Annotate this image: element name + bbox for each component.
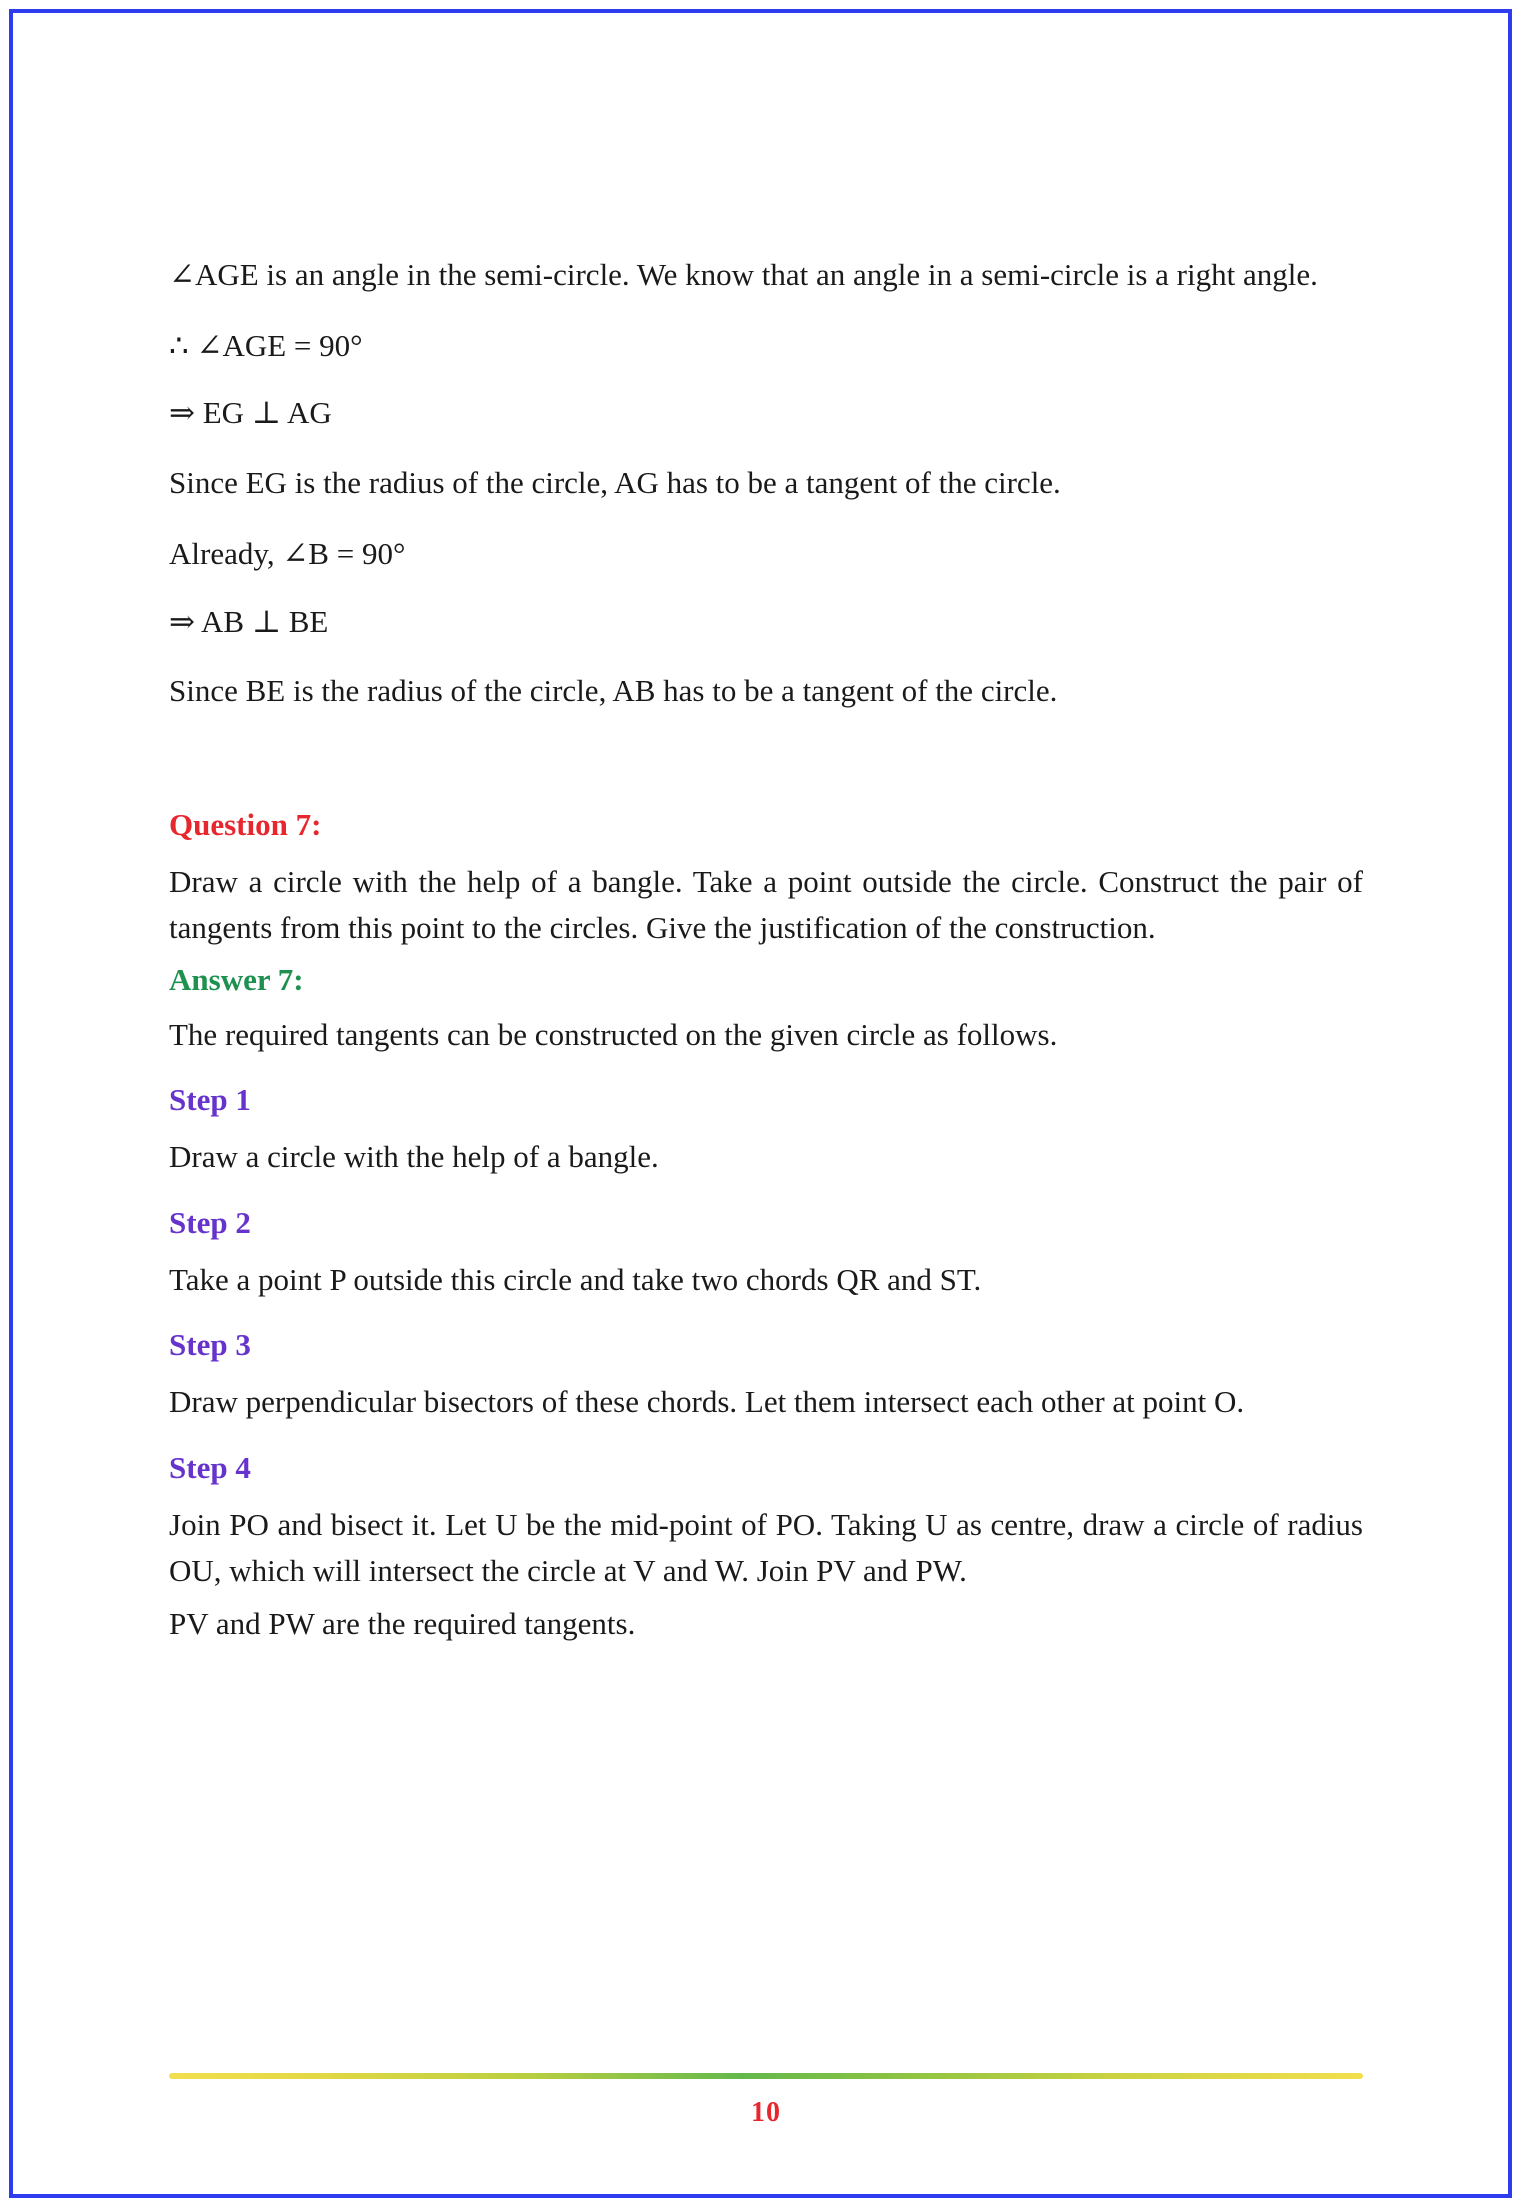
step-2-heading: Step 2	[169, 1204, 251, 1240]
line-implies-eg-perp-ag: ⇒ EG ⊥ AG	[169, 395, 332, 431]
line-implies-ab-perp-be: ⇒ AB ⊥ BE	[169, 603, 329, 639]
step-4-heading: Step 4	[169, 1449, 251, 1485]
line-already-angle-b: Already, ∠B = 90°	[169, 535, 406, 571]
step-1-heading: Step 1	[169, 1082, 251, 1118]
paragraph-be-radius: Since BE is the radius of the circle, AB has to be a tangent of the circle.	[169, 673, 1058, 709]
step-3-heading: Step 3	[169, 1327, 251, 1363]
footer-gradient-rule	[169, 2073, 1363, 2079]
answer-intro: The required tangents can be constructed on the given circle as follows.	[169, 1016, 1058, 1052]
page-content	[169, 252, 1363, 1647]
page-footer	[169, 2073, 1363, 2129]
closing-statement: PV and PW are the required tangents.	[169, 1605, 636, 1641]
step-2-text: Take a point P outside this circle and take two chords QR and ST.	[169, 1261, 982, 1297]
step-4-text: Join PO and bisect it. Let U be the mid-point of PO. Taking U as centre, draw a circle of radius OU, which will intersect the circle at V and W. Join PV and PW.	[169, 1506, 1363, 1589]
paragraph-eg-radius: Since EG is the radius of the circle, AG has to be a tangent of the circle.	[169, 465, 1061, 501]
step-1-text: Draw a circle with the help of a bangle.	[169, 1139, 659, 1175]
step-3-text: Draw perpendicular bisectors of these chords. Let them intersect each other at point O.	[169, 1384, 1245, 1420]
answer-heading: Answer 7:	[169, 961, 304, 997]
page-number: 10	[751, 2097, 781, 2128]
paragraph-angle-age: ∠AGE is an angle in the semi-circle. We know that an angle in a semi-circle is a right angle.	[169, 257, 1318, 292]
line-therefore-age: ∴ ∠AGE = 90°	[169, 327, 363, 363]
question-heading: Question 7:	[169, 806, 322, 842]
section-gap	[169, 725, 1363, 807]
question-text: Draw a circle with the help of a bangle. Take a point outside the circle. Construct the pair of tangents from this point to the circles. Give the justification of the construction.	[169, 863, 1363, 946]
